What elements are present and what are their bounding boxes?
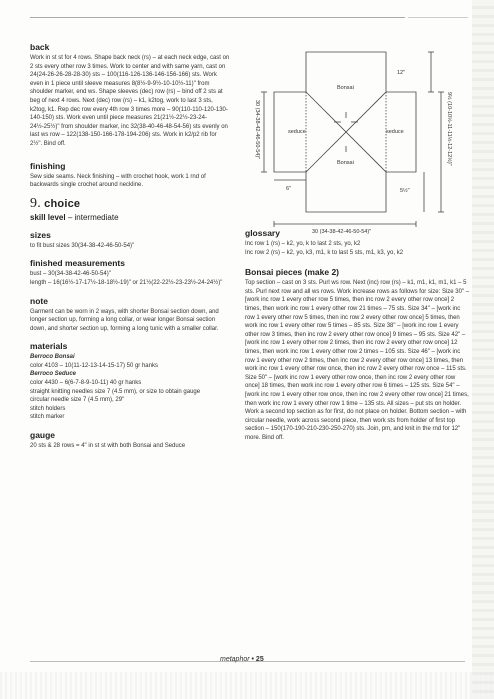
- measurements-bust: bust – 30(34-38-42-46-50-54)": [30, 271, 111, 278]
- finishing-body: Sew side seams. Neck finishing – with crochet hook, work 1 rnd of backwards single crochet around neckline.: [30, 173, 206, 189]
- skill-label: skill level: [30, 212, 66, 222]
- sizes-heading: sizes: [30, 229, 51, 240]
- dim-vertical-right: 9½ (10-10½-11-11½-12-12½)": [446, 92, 452, 166]
- materials-heading: materials: [30, 341, 68, 352]
- finishing-heading: finishing: [30, 160, 66, 171]
- label-bonsai-top: Bonsai: [337, 85, 354, 91]
- sizes-body: to fit bust sizes 30(34-38-42-46-50-54)": [30, 242, 135, 249]
- glossary-heading: glossary: [245, 228, 280, 238]
- yarn1-detail: color 4103 – 10(11-12-13-14-15-17) 50 gr hanks: [30, 362, 158, 369]
- stitch-holders: stitch holders: [30, 405, 66, 412]
- left-column: [30, 42, 230, 451]
- scan-noise: [0, 672, 494, 699]
- stitch-marker: stitch marker: [30, 414, 65, 421]
- back-body: Work in st st for 4 rows. Shape back neck (rs) – at each neck edge, cast on 2 sts every other row 3 times. Work to center and with same yarn, cast on 24(24-26-26-28-28-30) sts – 100(116-126-136-146-156-166) sts. Work even in 1 piece until sleeve measures 8(8½-9-9½-10-10½-11)" from shoulder marker, end ws. Shape sleeves (dec) row (rs) – bind off 2 sts at beg of next 4 rows. Next (dec) row (rs) – k1, k2tog, work to last 3 sts, k2tog, k1. Rep dec row every 4th row 3 times more – 90(110-110-120-130-140-150) sts. Work even until piece measures 21(21½-22½-23-24-24½-25½)" from shoulder marker, inc 32(38-40-46-48-54-56) sts evenly on last ws row – 122(138-150-166-178-194-206) sts. Work in k2/p2 rib for 2½". Bind off.: [30, 55, 230, 147]
- circular-needle: circular needle size 7 (4.5 mm), 29": [30, 397, 125, 404]
- label-seduce-right: seduce: [386, 129, 404, 135]
- needles: straight knitting needles size 7 (4.5 mm), or size to obtain gauge: [30, 388, 201, 395]
- schematic-diagram: [226, 40, 476, 235]
- skill-level: [30, 213, 230, 222]
- footer: [220, 656, 264, 663]
- dim-right-small: 5½": [400, 188, 410, 194]
- page-number: 25: [255, 656, 264, 663]
- bonsai-pieces-body: Top section – cast on 3 sts. Purl ws row. Next (inc) row (rs) – k1, m1, k1, m1, k1 – 5 sts. Purl next row and all ws rows. Work increase rows as follows for size: Size 30" – [work inc row 1 every other row 5 times, then inc row 2 every other row once] 2 times, then work inc row 1 every other row 21 times – 75 sts. Size 34" – [work inc row 1 every other row 5 times, then inc row 2 every other row once] 5 times, then work inc row 1 every other row 5 times – 85 sts. Size 38" – [work inc row 1 every other row 3 times, then inc row 2 every other row once] 9 times – 95 sts. Size 42" – [work inc row 1 every other row 2 times, then inc row 2 every other row once] 12 times, then work inc row 1 every other row 2 times – 105 sts. Size 46" – [work inc row 1 every other row 2 times, then inc row 2 every other row once] 13 times, then work inc row 1 every other row once, then inc row 2 every other row once – 115 sts. Size 50" – [work inc row 1 every other row once, then inc row 2 every other row once] 18 times, then work inc row 1 every other row 6 times – 125 sts. Size 54" – [work inc row 1 every other row once, then inc row 2 every other row once] 21 times, then work inc row 1 every other row 1 time – 135 sts. All sizes – put sts on holder. Work a second top section as for first, do not place on holder. Bottom section – with circular needle, work across second piece, then work sts from holder of first top section – 150(170-190-210-230-250-270) sts. Join, pm, and knit in the rnd for 12" more. Bind off.: [245, 280, 470, 441]
- label-seduce-left: seduce: [288, 129, 306, 135]
- pattern-name: choice: [44, 197, 81, 210]
- dim-vertical-left: 30 (34-38-42-46-50-54)": [254, 100, 260, 160]
- pattern-number: 9.: [30, 195, 41, 211]
- gauge-heading: gauge: [30, 430, 56, 441]
- bonsai-pieces-heading: Bonsai pieces (make 2): [245, 267, 340, 278]
- measurements-length: length – 16(16½-17-17½-18-18½-19)" or 21½(22-22½-23-23½-24-24½)": [30, 279, 223, 286]
- glossary-line1: Inc row 1 (rs) – k2, yo, k to last 2 sts, yo, k2: [245, 241, 361, 247]
- note-body: Garment can be worn in 2 ways, with shorter Bonsai section down, and longer section up, forming a long collar, or wear longer Bonsai section down, and shorter section up, forming a long tunic with a smaller collar.: [30, 308, 219, 332]
- yarn2-detail: color 4430 – 6(6-7-8-9-10-11) 40 gr hanks: [30, 380, 142, 387]
- measurements-heading: finished measurements: [30, 258, 125, 269]
- back-heading: back: [30, 42, 50, 52]
- right-column: [245, 228, 470, 442]
- note-heading: note: [30, 295, 48, 306]
- footer-separator: •: [249, 656, 256, 663]
- page-edge: [472, 0, 494, 699]
- top-rule: [30, 17, 405, 18]
- pattern-title: [30, 196, 230, 212]
- yarn1-name: Berroco Bonsai: [30, 354, 75, 361]
- top-rule-right: [408, 17, 468, 18]
- label-bonsai-bottom: Bonsai: [337, 160, 354, 166]
- dim-bottom: 30 (34-38-42-46-50-54)": [312, 229, 372, 235]
- footer-brand: metaphor: [220, 656, 250, 663]
- skill-value: – intermediate: [67, 212, 119, 222]
- dim-top: 12": [397, 70, 406, 76]
- yarn2-name: Berroco Seduce: [30, 371, 77, 378]
- glossary-line2: Inc row 2 (rs) – k2, yo, k3, m1, k to last 5 sts, m1, k3, yo, k2: [245, 249, 404, 256]
- dim-left: 6": [286, 186, 292, 192]
- gauge-body: 20 sts & 28 rows = 4" in st st with both Bonsai and Seduce: [30, 443, 186, 450]
